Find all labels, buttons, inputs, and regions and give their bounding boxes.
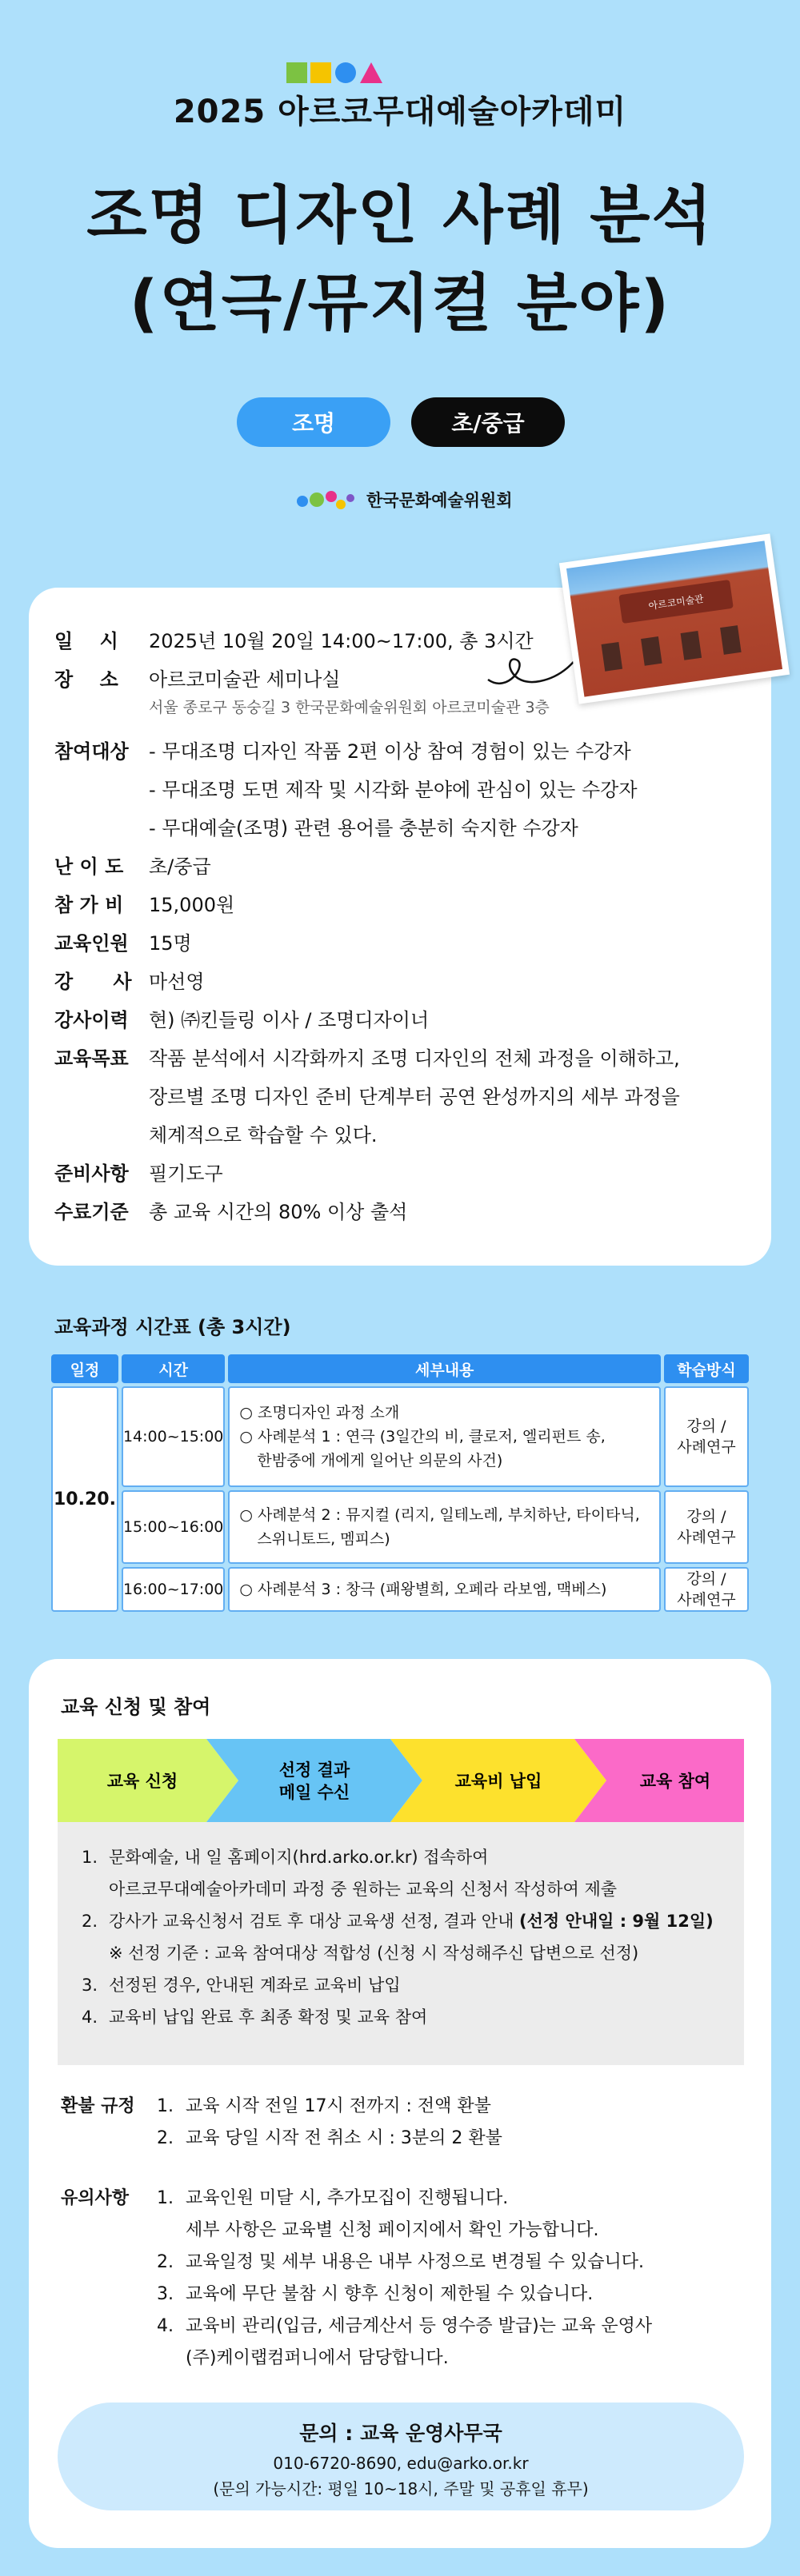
- info-row-address: [54, 699, 694, 721]
- procedure-item: 3. 선정된 경우, 안내된 계좌로 교육비 납입: [82, 1976, 401, 1995]
- goal-line: 작품 분석에서 시각화까지 조명 디자인의 전체 과정을 이해하고,: [149, 1047, 680, 1070]
- info-value: 현) ㈜킨들링 이사 / 조명디자이너: [149, 1009, 430, 1031]
- schedule-detail: [228, 1567, 661, 1612]
- schedule-title: 교육과정 시간표 (총 3시간): [54, 1316, 291, 1338]
- goal-line: 장르별 조명 디자인 준비 단계부터 공연 완성까지의 세부 과정을: [149, 1086, 680, 1108]
- detail-line: 한밤중에 개에게 일어난 의문의 사건): [257, 1452, 503, 1469]
- info-value: 필기도구: [149, 1162, 223, 1185]
- detail-line: 스위니토드, 멤피스): [257, 1530, 390, 1548]
- note-item: 1. 교육인원 미달 시, 추가모집이 진행됩니다. 세부 사항은 교육별 신청 페이지에서 확인 가능합니다.: [157, 2188, 599, 2240]
- info-row-instructor: [54, 963, 694, 1001]
- info-row-complete: [54, 1193, 694, 1231]
- page-title-line2: (연극/뮤지컬 분야): [129, 268, 671, 340]
- refund-item: 1. 교육 시작 전일 17시 전까지 : 전액 환불: [157, 2096, 491, 2116]
- field-tag: 조명: [237, 397, 390, 447]
- schedule-row: [51, 1386, 749, 1487]
- org-name: 한국문화예술위원회: [366, 491, 513, 510]
- detail-line: ○ 사례분석 3 : 창극 (패왕별희, 오페라 라보엠, 맥베스): [239, 1581, 607, 1598]
- info-row-prep: [54, 1154, 694, 1193]
- schedule-method: 강의 / 사례연구: [664, 1386, 749, 1487]
- schedule-time: 14:00~15:00: [122, 1386, 225, 1487]
- notes: [61, 2183, 652, 2375]
- level-tag: 초/중급: [411, 397, 565, 447]
- step-label: 메일 수신: [278, 1783, 350, 1802]
- academy-logo-icon: [286, 61, 382, 85]
- schedule-time: 15:00~16:00: [122, 1490, 225, 1564]
- schedule-method: 강의 / 사례연구: [664, 1567, 749, 1612]
- schedule-header: 시간: [122, 1354, 225, 1383]
- info-label: 장 소: [54, 668, 118, 691]
- page-title: [0, 172, 800, 348]
- info-address: 서울 종로구 동숭길 3 한국문화예술위원회 아르코미술관 3층: [149, 699, 550, 716]
- procedure-item: 4. 교육비 납입 완료 후 최종 확정 및 교육 참여: [82, 2008, 428, 2027]
- refund-policy: [61, 2091, 502, 2155]
- info-row-date: [54, 622, 694, 660]
- contact-box: [58, 2403, 744, 2510]
- target-item: - 무대조명 도면 제작 및 시각화 분야에 관심이 있는 수강자: [149, 779, 638, 801]
- schedule-detail: [228, 1490, 661, 1564]
- step-label: 교육 신청: [106, 1772, 178, 1791]
- procedure-item: 2. 강사가 교육신청서 검토 후 대상 교육생 선정, 결과 안내 (선정 안내일 : 9월 12일) ※ 선정 기준 : 교육 참여대상 적합성 (신청 시 작성해주신 답변으로 선정): [82, 1905, 720, 1969]
- info-label: 일 시: [54, 630, 118, 652]
- info-row-target: [54, 732, 694, 847]
- info-label: 강사이력: [54, 1009, 129, 1031]
- schedule-header: 일정: [51, 1354, 118, 1383]
- info-label: 참 가 비: [54, 894, 124, 916]
- schedule-date: 10.20.: [51, 1386, 118, 1612]
- selection-criteria: ※ 선정 기준 : 교육 참여대상 적합성 (신청 시 작성해주신 답변으로 선정): [109, 1944, 639, 1963]
- info-row-career: [54, 1001, 694, 1039]
- step-label: 교육 참여: [639, 1772, 711, 1791]
- info-value: 초/중급: [149, 855, 211, 878]
- schedule-detail: [228, 1386, 661, 1487]
- schedule-time: 16:00~17:00: [122, 1567, 225, 1612]
- info-label: 교육목표: [54, 1047, 129, 1070]
- contact-title: 문의 : 교육 운영사무국: [299, 2422, 502, 2445]
- info-label: 수료기준: [54, 1201, 129, 1223]
- info-value: 아르코미술관 세미나실: [149, 668, 341, 691]
- note-item: 3. 교육에 무단 불참 시 향후 신청이 제한될 수 있습니다.: [157, 2284, 594, 2304]
- apply-procedure-box: [58, 1822, 744, 2065]
- refund-label: 환불 규정: [61, 2096, 135, 2116]
- schedule-table: [48, 1351, 752, 1615]
- page-title-line1: 조명 디자인 사례 분석: [86, 180, 714, 252]
- brand-title: 2025 아르코무대예술아카데미: [173, 94, 627, 130]
- info-value: 마선영: [149, 971, 205, 993]
- refund-item: 2. 교육 당일 시작 전 취소 시 : 3분의 2 환불: [157, 2128, 502, 2148]
- info-list: [54, 622, 694, 1231]
- photo-window: [720, 625, 742, 655]
- org-logo-icon: [294, 488, 358, 511]
- org-logo: [294, 488, 513, 512]
- schedule-header-row: [51, 1354, 749, 1383]
- notes-label: 유의사항: [61, 2188, 130, 2208]
- step-label: 선정 결과: [278, 1761, 350, 1780]
- header: [0, 0, 800, 560]
- info-row-fee: [54, 886, 694, 924]
- note-item: 4. 교육비 관리(입금, 세금계산서 등 영수증 발급)는 교육 운영사 (주)케이랩컴퍼니에서 담당합니다.: [157, 2316, 653, 2368]
- info-value: 총 교육 시간의 80% 이상 출석: [149, 1201, 408, 1223]
- note-item: 2. 교육일정 및 세부 내용은 내부 사정으로 변경될 수 있습니다.: [157, 2252, 644, 2272]
- venue-photo-sign: 아르코미술관: [618, 580, 734, 624]
- info-row-goal: [54, 1039, 694, 1154]
- info-value: 2025년 10월 20일 14:00~17:00, 총 3시간: [149, 630, 534, 652]
- apply-title: 교육 신청 및 참여: [61, 1696, 211, 1718]
- target-item: - 무대예술(조명) 관련 용어를 충분히 숙지한 수강자: [149, 817, 578, 839]
- info-row-level: [54, 847, 694, 886]
- schedule-header: 세부내용: [228, 1354, 661, 1383]
- info-label: 난 이 도: [54, 855, 124, 878]
- info-value-list: [149, 732, 694, 847]
- info-value: 15명: [149, 932, 192, 955]
- contact-info: 010-6720-8690, edu@arko.or.kr: [273, 2454, 529, 2473]
- info-label: 준비사항: [54, 1162, 129, 1185]
- target-item: - 무대조명 디자인 작품 2편 이상 참여 경험이 있는 수강자: [149, 740, 631, 763]
- contact-hours: (문의 가능시간: 평일 10~18시, 주말 및 공휴일 휴무): [213, 2479, 589, 2498]
- info-row-capacity: [54, 924, 694, 963]
- info-label: 강 사: [54, 971, 132, 993]
- schedule-header: 학습방식: [664, 1354, 749, 1383]
- step-label: 교육비 납입: [454, 1772, 542, 1791]
- selection-date: (선정 안내일 : 9월 12일): [519, 1912, 714, 1931]
- schedule-method: 강의 / 사례연구: [664, 1490, 749, 1564]
- detail-line: ○ 사례분석 2 : 뮤지컬 (리지, 일테노레, 부치하난, 타이타닉,: [239, 1506, 640, 1524]
- schedule-row: [51, 1490, 749, 1564]
- schedule-row: [51, 1567, 749, 1612]
- detail-line: ○ 사례분석 1 : 연극 (3일간의 비, 클로저, 엘리펀트 송,: [239, 1428, 606, 1446]
- procedure-item: 1. 문화예술, 내 일 홈페이지(hrd.arko.or.kr) 접속하여 아르코무대예술아카데미 과정 중 원하는 교육의 신청서 작성하여 제출: [82, 1848, 618, 1899]
- info-value: 15,000원: [149, 894, 235, 916]
- goal-line: 체계적으로 학습할 수 있다.: [149, 1124, 378, 1146]
- info-row-place: [54, 660, 694, 699]
- info-label: 참여대상: [54, 740, 129, 763]
- step-chevron: [206, 1739, 422, 1822]
- apply-steps-flow: [58, 1739, 744, 1822]
- info-label: 교육인원: [54, 932, 129, 955]
- detail-line: ○ 조명디자인 과정 소개: [239, 1404, 400, 1422]
- info-value-list: [149, 1039, 694, 1154]
